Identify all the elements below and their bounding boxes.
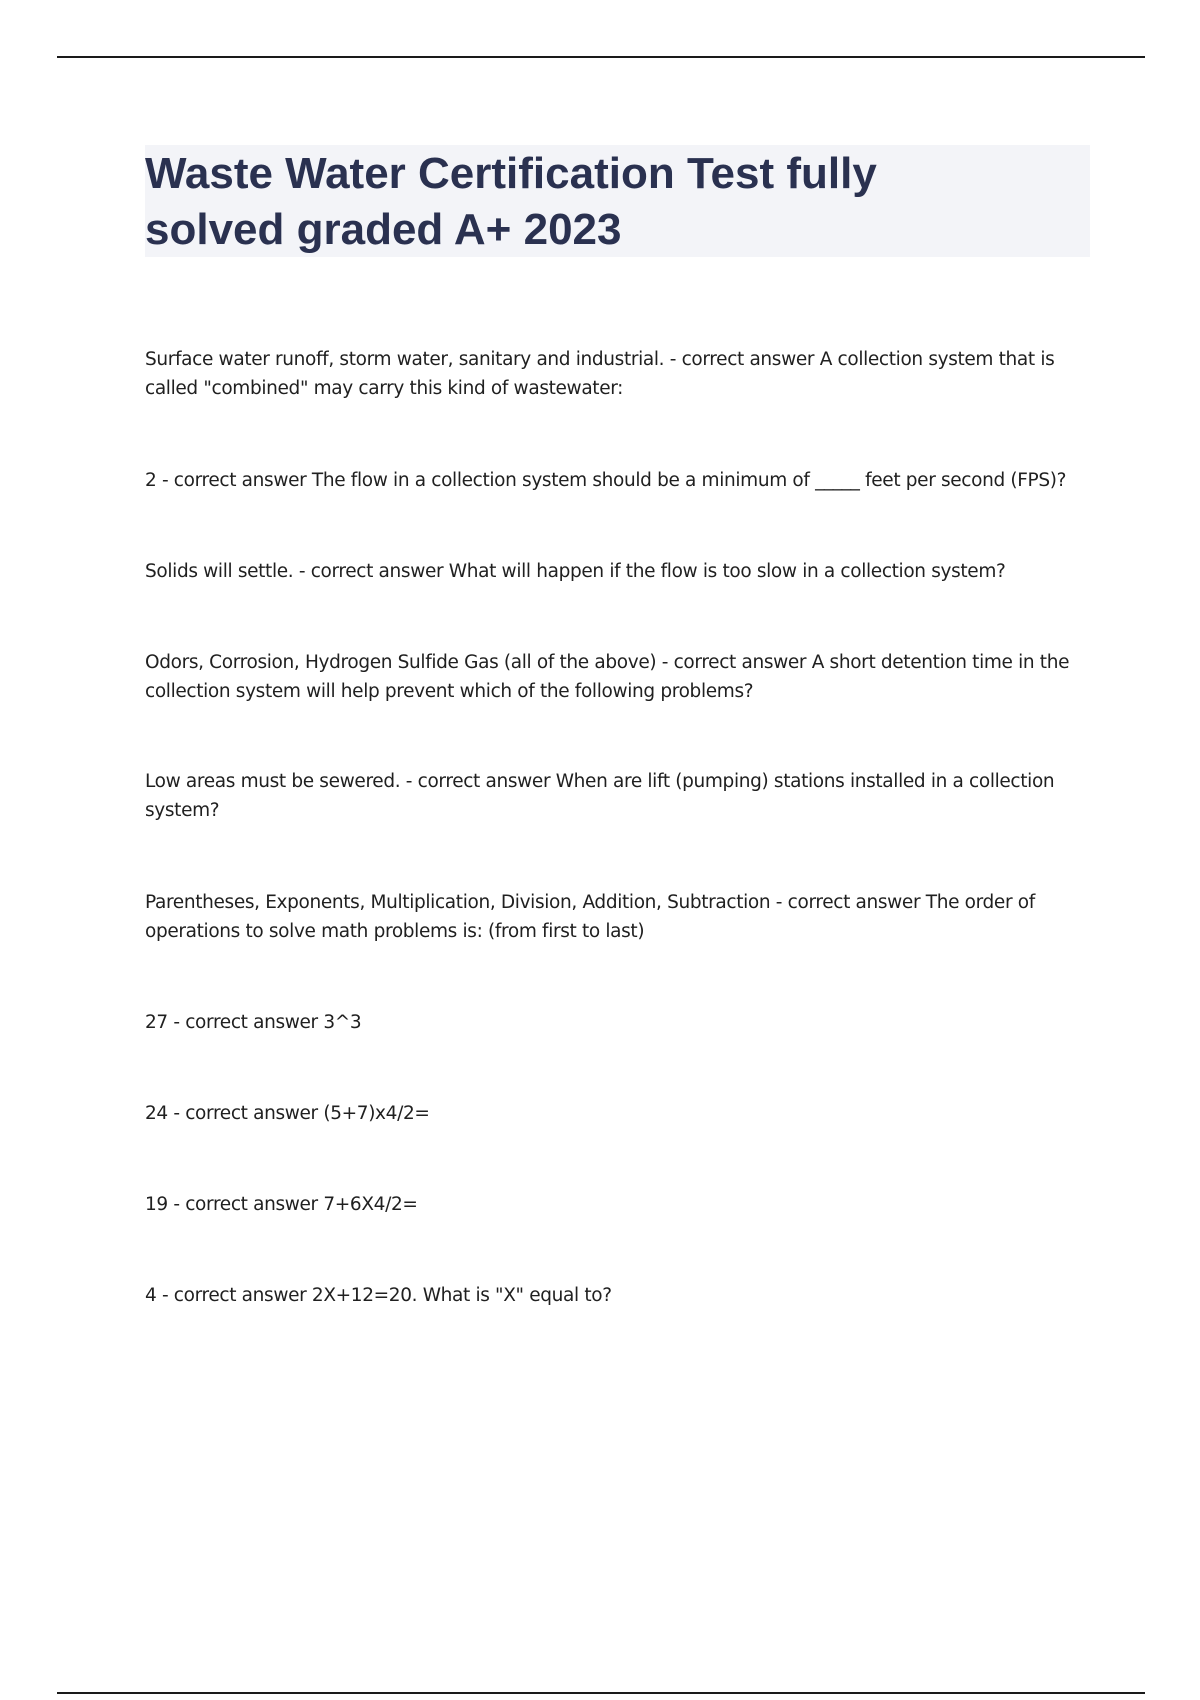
qa-entry-3: Solids will settle. - correct answer What will happen if the flow is too slow in a collection system? (145, 561, 1006, 582)
qa-entry-4: Odors, Corrosion, Hydrogen Sulfide Gas (all of the above) - correct answer A short detention time in the collection system will help prevent which of the following problems? (145, 652, 1070, 702)
qa-entry-8: 24 - correct answer (5+7)x4/2= (145, 1103, 430, 1124)
qa-entry-7: 27 - correct answer 3^3 (145, 1012, 362, 1033)
qa-entry-10: 4 - correct answer 2X+12=20. What is "X" equal to? (145, 1285, 612, 1306)
top-divider (57, 56, 1145, 58)
bottom-divider (57, 1692, 1145, 1694)
document-title: Waste Water Certification Test fully solved graded A+ 2023 (145, 149, 877, 254)
qa-entry-6: Parentheses, Exponents, Multiplication, Division, Addition, Subtraction - correct answer The order of operations to solve math problems is: (from first to last) (145, 892, 1035, 942)
qa-entry-1: Surface water runoff, storm water, sanitary and industrial. - correct answer A collection system that is called "combined" may carry this kind of wastewater: (145, 349, 1055, 399)
qa-entry-5: Low areas must be sewered. - correct answer When are lift (pumping) stations installed in a collection system? (145, 771, 1055, 821)
qa-entry-2: 2 - correct answer The flow in a collection system should be a minimum of _____ feet per second (FPS)? (145, 470, 1067, 491)
qa-entry-9: 19 - correct answer 7+6X4/2= (145, 1194, 418, 1215)
